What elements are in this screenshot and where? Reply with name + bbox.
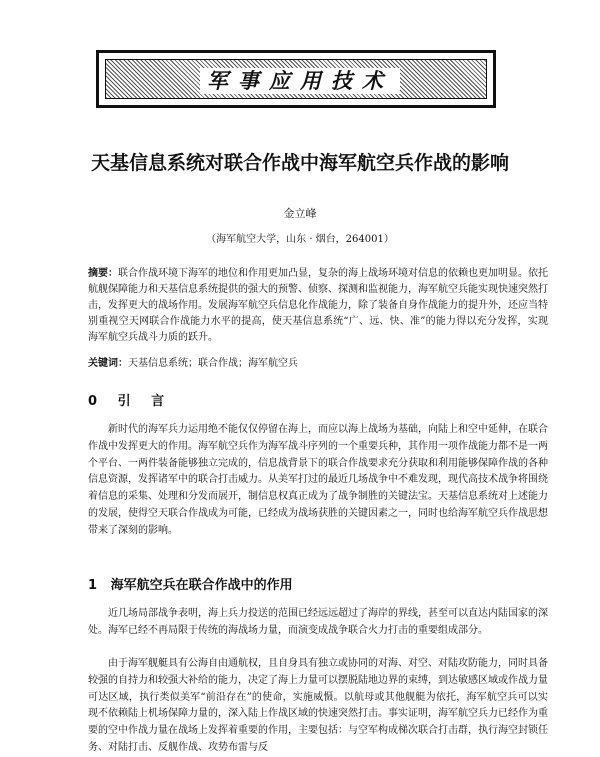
- section-heading-role: [88, 574, 293, 593]
- keywords-label: 关键词：: [88, 358, 128, 369]
- keywords-text: 天基信息系统；联合作战；海军航空兵: [128, 358, 298, 369]
- banner-hatch-frame: [105, 59, 487, 99]
- author-name: 金立峰: [283, 207, 317, 220]
- column-label: 军事应用技术: [200, 68, 400, 94]
- body-paragraph: 近几场局部战争表明，海上兵力投送的范围已经远远超过了海岸的界线，甚至可以直达内陆国家的深处。海军已经不再局限于传统的海战场力量，而演变成战争联合火力打击的重要组成部分。: [88, 608, 548, 636]
- section-title: 海军航空兵在联合作战中的作用: [110, 578, 293, 593]
- paper-title: 天基信息系统对联合作战中海军航空兵作战的影响: [90, 152, 509, 174]
- body-paragraph: 由于海军舰艇具有公海自由通航权，且自身具有独立或协同的对海、对空、对陆攻防能力，同时具备较强的自持力和较强大补给的能力，决定了海上力量可以摆脱陆地边界的束缚，到达敏感区域或作战力量可达区域，执行类似美军“前沿存在”的使命，实施威慑。以航母或其他舰艇为依托，海军航空兵可以实现不依赖陆上机场保障力量的，深入陆上作战区域的快速突然打击。事实证明，海军航空兵力已经作为重要的空中作战力量在战场上发挥着重要的作用，主要包括：与空军构成梯次联合打击群，执行海空封锁任务、对陆打击、反舰作战、攻势布雷与反: [88, 658, 548, 753]
- section-number: 1: [88, 578, 98, 593]
- abstract-label: 摘要：: [88, 268, 118, 279]
- body-paragraph: 新时代的海军兵力运用绝不能仅仅停留在海上，而应以海上战场为基础，向陆上和空中延伸，在联合作战中发挥更大的作用。海军航空兵作为海军战斗序列的一个重要兵种，其作用一项作战能力都不是一两个平台、一两件装备能够独立完成的，信息战背景下的联合作战要求充分获取和利用能够保障作战的各种信息资源，发挥诸军中的联合打击威力。从美军打过的最近几场战争中不难发现，现代高技术战争将围绕着信息的采集、处理和分发而展开，制信息权真正成为了战争制胜的关键法宝。天基信息系统对上述能力的发展，使得空天联合作战成为可能，已经成为战场获胜的关键因素之一，同时也给海军航空兵作战思想带来了深刻的影响。: [88, 424, 548, 536]
- abstract: [88, 266, 548, 346]
- section-title: 引 言: [117, 394, 173, 409]
- section-heading-introduction: [88, 390, 172, 409]
- section-number: 0: [88, 394, 106, 409]
- abstract-text: 联合作战环境下海军的地位和作用更加凸显，复杂的海上战场环境对信息的依赖也更加明显。依托航舰保障能力和天基信息系统提供的强大的预警、侦察、探测和监视能力，海军航空兵能实现快速突然打击，发挥更大的战场作用。发展海军航空兵信息化作战能力，除了装备自身作战能力的提升外，还应当特别重视空天网联合作战能力水平的提高，使天基信息系统“广、远、快、准”的能力得以充分发挥，实现海军航空兵战斗力质的跃升。: [88, 268, 548, 343]
- column-banner: [96, 50, 496, 108]
- keywords: [88, 356, 548, 372]
- author-affiliation: （海军航空大学，山东 · 烟台，264001）: [206, 234, 394, 245]
